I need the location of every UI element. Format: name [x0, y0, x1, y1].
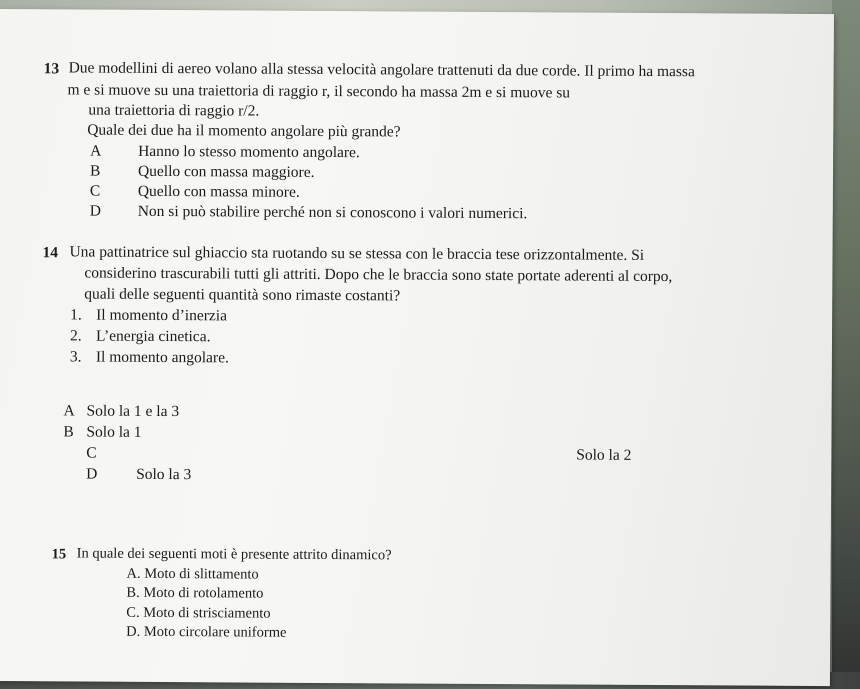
- q13-text-line-3: una traiettoria di raggio r/2.: [88, 101, 260, 120]
- q14-option-b: Solo la 1: [86, 423, 142, 441]
- exam-sheet: [0, 9, 834, 686]
- q13-option-b-letter: B: [89, 162, 101, 180]
- q13-option-b: Quello con massa maggiore.: [137, 162, 315, 181]
- q13-option-c: Quello con massa minore.: [137, 182, 300, 201]
- q15-option-b: B. Moto di rotolamento: [126, 584, 264, 602]
- q14-text-line-2: considerino trascurabili tutti gli attriti. Dopo che le braccia sono state portate aderenti al corpo,: [84, 264, 673, 286]
- q14-option-c: Solo la 2: [576, 446, 632, 464]
- q15-number: 15: [51, 546, 67, 563]
- q14-option-a: Solo la 1 e la 3: [86, 402, 180, 421]
- q13-option-a: Hanno lo stesso momento angolare.: [138, 142, 360, 162]
- q14-option-b-letter: B: [63, 423, 74, 441]
- q14-item-3-number: 3.: [69, 348, 82, 366]
- q13-option-d: Non si può stabilire perché non si conoscono i valori numerici.: [137, 202, 528, 223]
- q14-item-1: Il momento d’inerzia: [96, 306, 228, 325]
- q15-question: In quale dei seguenti moti è presente attrito dinamico?: [76, 545, 392, 564]
- background-right: [832, 0, 860, 689]
- q15-option-c: C. Moto di strisciamento: [126, 604, 271, 622]
- q14-option-d-letter: D: [86, 465, 98, 483]
- q15-option-a: A. Moto di slittamento: [126, 565, 259, 583]
- q14-option-d: Solo la 3: [136, 465, 192, 484]
- q14-text-line-1: Una pattinatrice sul ghiaccio sta ruotando su se stessa con le braccia tese orizzontalmente. Si: [69, 243, 645, 264]
- q13-text-line-1: Due modellini di aereo volano alla stessa velocità angolare trattenuti da due corde. Il primo ha massa: [68, 59, 695, 81]
- q14-item-2-number: 2.: [69, 327, 82, 345]
- q14-number: 14: [42, 244, 59, 262]
- q13-option-c-letter: C: [89, 182, 101, 200]
- q14-text-line-3: quali delle seguenti quantità sono rimaste costanti?: [84, 285, 401, 305]
- q13-question: Quale dei due ha il momento angolare più grande?: [87, 121, 401, 141]
- q14-option-c-letter: C: [86, 444, 97, 462]
- q14-item-2: L’energia cinetica.: [95, 327, 211, 346]
- q14-item-1-number: 1.: [70, 306, 82, 324]
- q14-item-3: Il momento angolare.: [95, 348, 229, 367]
- q13-option-d-letter: D: [89, 202, 102, 220]
- q14-option-a-letter: A: [63, 402, 75, 420]
- q15-option-d: D. Moto circolare uniforme: [126, 623, 287, 641]
- q13-text-line-2: m e si muove su una traiettoria di raggio r, il secondo ha massa 2m e si muove su: [67, 81, 571, 102]
- q13-option-a-letter: A: [90, 142, 102, 160]
- q13-number: 13: [43, 60, 60, 78]
